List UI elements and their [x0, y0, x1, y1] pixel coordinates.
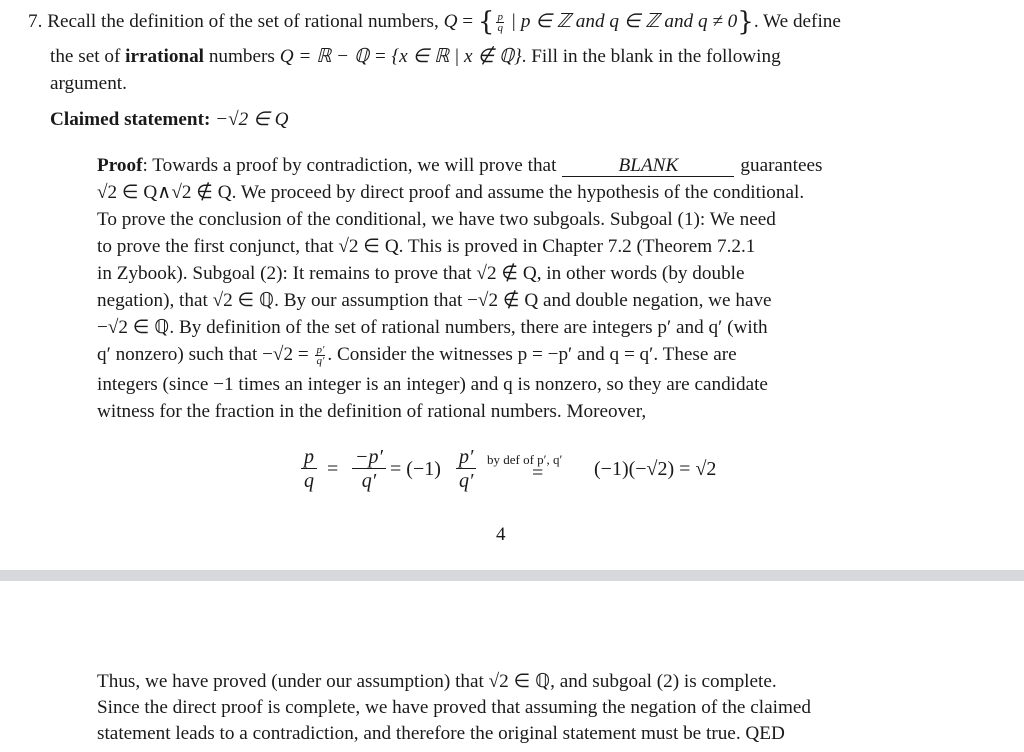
proof-label: Proof: [97, 155, 143, 176]
proof-line-1: [97, 152, 822, 179]
proof-text: To prove the conclusion of the conditional, we have two subgoals. Subgoal (1): We need: [97, 209, 776, 230]
proof-text: q′ nonzero) such that −√2 =: [97, 344, 314, 365]
set-builder-body: | p ∈ ℤ and q ∈ ℤ and q ≠ 0: [505, 11, 738, 32]
fraction-numerator: p: [301, 446, 317, 469]
equals-sign: =: [327, 458, 339, 480]
fraction-numerator: p′: [456, 446, 476, 469]
fraction-neg-p-prime-over-q-prime: [352, 446, 386, 493]
equals-sign: =: [532, 462, 544, 484]
problem-line-2: [50, 43, 781, 70]
continuation-text: Since the direct proof is complete, we have proved that assuming the negation of the claimed: [97, 697, 811, 718]
proof-line-3: [97, 206, 776, 233]
continuation-line-3: [97, 720, 785, 747]
fraction-p-prime-over-q-prime: [456, 446, 476, 493]
page-divider: [0, 570, 1024, 581]
justification-note: by def of p′, q′: [487, 452, 563, 467]
proof-text: integers (since −1 times an integer is an integer) and q is nonzero, so they are candidate: [97, 374, 768, 395]
continuation-line-1: [97, 668, 777, 695]
proof-line-4: [97, 233, 755, 260]
continuation-text: statement leads to a contradiction, and therefore the original statement must be true. QED: [97, 723, 785, 744]
problem-text: Recall the definition of the set of rational numbers,: [47, 11, 444, 32]
proof-text: : Towards a proof by contradiction, we will prove that: [142, 155, 557, 176]
p-prime-over-q-prime: [315, 345, 325, 366]
proof-line-6: [97, 287, 772, 314]
q-symbol: Q: [443, 11, 458, 32]
p-over-q-fraction: [496, 12, 504, 33]
continuation-text: Thus, we have proved (under our assumption) that √2 ∈ ℚ, and subgoal (2) is complete.: [97, 671, 777, 692]
equals-sign: =: [457, 11, 478, 32]
problem-text: argument.: [50, 73, 127, 94]
proof-text: . Consider the witnesses p = −p′ and q = q′. These are: [327, 344, 737, 365]
proof-text: √2 ∈ Q∧√2 ∉ Q. We proceed by direct proof and assume the hypothesis of the conditional.: [97, 182, 805, 203]
set-close-brace: }: [737, 7, 754, 37]
irrational-set-definition: Q = ℝ − ℚ = {x ∈ ℝ | x ∉ ℚ}: [279, 46, 522, 67]
proof-text: −√2 ∈ ℚ. By definition of the set of rational numbers, there are integers p′ and q′ (with: [97, 317, 768, 338]
proof-line-9: [97, 371, 768, 398]
proof-text: in Zybook). Subgoal (2): It remains to prove that √2 ∉ Q, in other words (by double: [97, 263, 745, 284]
claim-label: Claimed statement:: [50, 109, 211, 130]
proof-text: to prove the first conjunct, that √2 ∈ Q. This is proved in Chapter 7.2 (Theorem 7.2.1: [97, 236, 756, 257]
fraction-denominator: q: [497, 22, 503, 35]
fraction-denominator: q′: [459, 470, 474, 492]
equation-rhs: (−1)(−√2) = √2: [594, 458, 717, 480]
problem-text: numbers: [204, 46, 280, 67]
problem-text-end: . We define: [753, 11, 841, 32]
proof-text: guarantees: [740, 155, 823, 176]
set-open-brace: {: [477, 7, 495, 37]
fraction-numerator: p′: [316, 344, 325, 357]
fraction-numerator: p: [497, 11, 503, 24]
continuation-line-2: [97, 694, 811, 721]
claim-formula: −√2 ∈ Q: [215, 109, 289, 130]
irrational-keyword: irrational: [125, 46, 205, 67]
proof-line-8: [97, 341, 737, 368]
problem-number: 7.: [28, 11, 43, 32]
problem-line-1: [28, 8, 841, 36]
fraction-denominator: q′: [316, 355, 325, 368]
problem-line-3: [50, 70, 127, 97]
proof-line-7: [97, 314, 768, 341]
page-number: 4: [496, 524, 506, 545]
proof-text: witness for the fraction in the definition of rational numbers. Moreover,: [97, 401, 647, 422]
proof-text: negation), that √2 ∈ ℚ. By our assumption that −√2 ∉ Q and double negation, we have: [97, 290, 772, 311]
blank-answer-field[interactable]: BLANK: [562, 156, 734, 177]
claimed-statement: [50, 106, 288, 133]
problem-text: the set of: [50, 46, 126, 67]
fraction-denominator: q: [304, 470, 314, 492]
problem-text: . Fill in the blank in the following: [521, 46, 781, 67]
neg-one-factor: = (−1): [390, 458, 441, 480]
proof-line-10: [97, 398, 646, 425]
proof-line-2: [97, 179, 804, 206]
fraction-numerator: −p′: [352, 446, 386, 469]
fraction-p-over-q: [301, 446, 317, 493]
proof-line-5: [97, 260, 745, 287]
display-equation: [0, 442, 1024, 504]
fraction-denominator: q′: [361, 470, 377, 492]
